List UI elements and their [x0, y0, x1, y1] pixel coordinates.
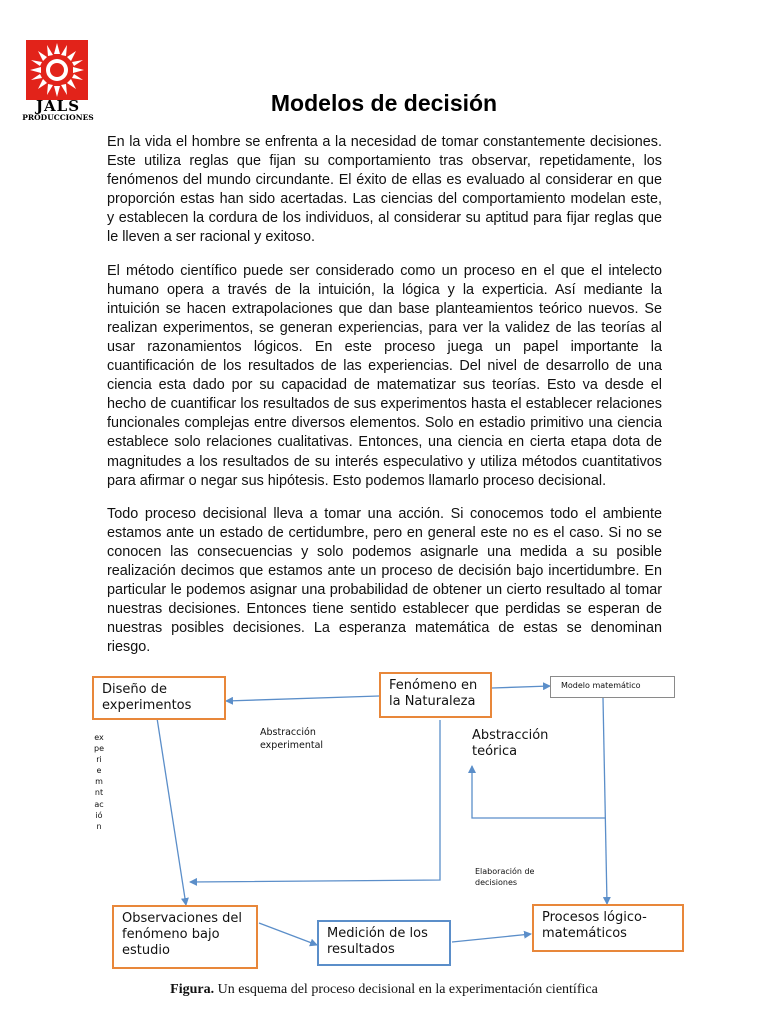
- arrow-fenomeno-to-diseno: [226, 696, 379, 701]
- logo-subtitle: PRODUCCIONES: [22, 113, 94, 122]
- arrow-fenomeno-to-modelo: [492, 686, 550, 688]
- node-procesos-logico-matematicos: Procesos lógico-matemáticos: [532, 904, 684, 952]
- document-body: [107, 133, 662, 671]
- figure-caption: [0, 982, 768, 998]
- paragraph-3: Todo proceso decisional lleva a tomar una acción. Si conocemos todo el ambiente estamos ante un estado de certidumbre, pero en general este no es el caso. Si no se conocen las consecuencias y solo podemos asignarle una medida a su posible realización decimos que estamos ante un proceso de decisión bajo incertidumbre. En particular le podemos asignar una probabilidad de obtener un cierto resultado al tomar nuestras decisiones. Entonces tiene sentido establecer que perdidas se esperan de nuestras posibles decisiones. La esperanza matemática de estas se denominan riesgo.: [107, 505, 662, 656]
- logo-name: JALS: [35, 97, 81, 115]
- label-abstraccion-experimental: Abstracción experimental: [260, 727, 324, 751]
- node-observaciones: Observaciones del fenómeno bajo estudio: [112, 905, 258, 969]
- label-abstraccion-teorica: Abstracción teórica: [472, 728, 549, 759]
- node-medicion-resultados: Medición de los resultados: [317, 920, 451, 966]
- arrow-observaciones-to-medicion: [259, 923, 317, 945]
- arrow-procesos-to-abstraccion: [472, 766, 605, 818]
- decision-process-diagram: [80, 668, 690, 978]
- node-diseno-experimentos: Diseño de experimentos: [92, 676, 226, 720]
- paragraph-1: En la vida el hombre se enfrenta a la necesidad de tomar constantemente decisiones. Este utiliza reglas que fijan su comportamiento tras observar, repetidamente, los fenómenos del mundo circundante. El éxito de ellas es evaluado al considerar en que proporción estas han sido acertadas. Las ciencias del comportamiento modelan este, y establecen la cordura de los individuos, al considerar su aptitud para fijar reglas que le lleven a ser racional y exitoso.: [107, 134, 662, 246]
- arrow-diseno-to-observaciones: [157, 718, 186, 905]
- page-title: Modelos de decisión: [270, 90, 498, 116]
- node-modelo-matematico: Modelo matemático: [550, 676, 675, 698]
- label-elaboracion-decisiones: Elaboración de decisiones: [475, 867, 535, 887]
- node-fenomeno-naturaleza: Fenómeno en la Naturaleza: [379, 672, 492, 718]
- arrow-medicion-to-procesos: [452, 934, 531, 942]
- caption-text: Un esquema del proceso decisional en la experimentación científica: [214, 982, 598, 997]
- paragraph-2: El método científico puede ser considerado como un proceso en el que el intelecto humano opera a través de la intuición, la lógica y la experticia. Así mediante la intuición se hacen extrapolaciones que dan base planteamientos teórico nuevos. Se realizan experimentos, se generan experiencias, para ver la validez de las teorías al usar razonamientos lógicos. En este proceso juega un papel importante la cuantificación de los resultados de las experiencias. Del nivel de desarrollo de una ciencia esta dado por su capacidad de matematizar sus teorías. Esto va desde el hecho de cuantificar los resultados de sus experimentos hasta el establecer relaciones funcionales complejas entre diversos elementos. Solo en estadio primitivo una ciencia establece solo relaciones cualitativas. Entonces, una ciencia en cierta etapa dota de magnitudes a los resultados de su interés especulativo y utiliza métodos cuantitativos para afirmar o negar sus hipótesis. Esto podemos llamarlo proceso decisional.: [107, 262, 662, 489]
- label-experimentacion-vertical: experiemntación: [94, 733, 104, 831]
- arrow-modelo-to-procesos: [603, 698, 607, 904]
- caption-label: Figura.: [170, 982, 215, 997]
